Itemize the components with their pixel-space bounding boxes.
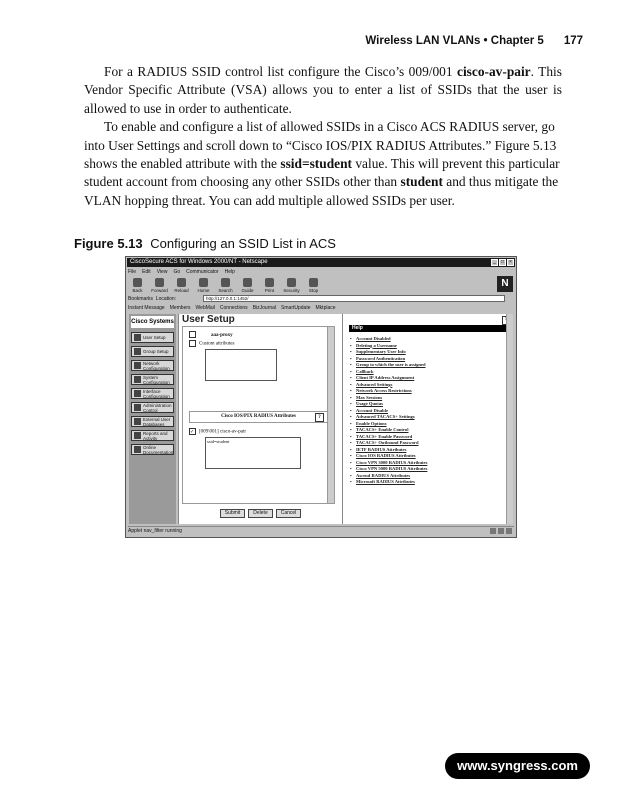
help-scrollbar[interactable] <box>506 314 513 524</box>
guide-icon <box>243 278 252 287</box>
submit-button[interactable]: Submit <box>220 509 246 518</box>
print-label: Print <box>264 288 275 293</box>
reload-icon <box>177 278 186 287</box>
p1-cont: This Vendor Specific Attribute (VSA) allows you to enter a list of SSIDs that the user is allowed to use in order to authenticate. <box>84 64 562 116</box>
stop-button[interactable] <box>304 277 323 294</box>
nav-system-configuration[interactable]: System Configuration <box>131 374 174 385</box>
acs-left-nav <box>129 314 176 524</box>
form-buttons <box>179 509 342 518</box>
p2-c: and thus mitigate the VLAN hopping threat. You can add multiple allowed SSIDs per user. <box>84 174 559 208</box>
browser-toolbar <box>128 277 323 294</box>
maximize-button[interactable]: □ <box>500 259 505 265</box>
back-icon <box>133 278 142 287</box>
p2-b: value. This will prevent this particular student account from choosing any other SSIDs other than <box>84 156 560 190</box>
bm-webmail[interactable]: WebMail <box>195 305 215 311</box>
forward-label: Forward <box>151 288 168 293</box>
aaa-proxy-label: aaa-proxy <box>211 332 233 338</box>
cisco-logo: Cisco Systems <box>131 316 174 328</box>
lock-icon <box>287 278 296 287</box>
custom-attributes-row <box>189 340 234 347</box>
help-link[interactable]: • Cisco VPN 3000 RADIUS Attributes <box>350 460 505 467</box>
p1-bold: cisco-av-pair <box>457 64 531 79</box>
help-link[interactable]: • Client IP Address Assignment <box>350 375 505 382</box>
delete-button[interactable]: Delete <box>248 509 272 518</box>
help-link[interactable]: • Enable Options <box>350 421 505 428</box>
search-icon <box>221 278 230 287</box>
help-link[interactable]: • Usage Quotas <box>350 401 505 408</box>
bookmarks-label[interactable]: Bookmarks <box>128 296 154 302</box>
bm-instant-message[interactable]: Instant Message <box>128 305 165 311</box>
footer-url: www.syngress.com <box>445 753 590 779</box>
menu-file[interactable]: File <box>128 269 137 275</box>
help-button[interactable]: ? <box>315 413 324 422</box>
minimize-button[interactable]: _ <box>491 259 498 266</box>
security-button[interactable] <box>282 277 301 294</box>
help-link[interactable]: • Microsoft RADIUS Attributes <box>350 479 505 486</box>
paragraph-1 <box>84 63 562 118</box>
user-setup-panel <box>178 314 342 524</box>
admin-icon <box>134 404 141 411</box>
window-controls <box>491 259 514 266</box>
help-link[interactable]: • Deleting a Username <box>350 343 505 350</box>
nav-administration-control[interactable]: Administration Control <box>131 402 174 413</box>
bm-members[interactable]: Members <box>169 305 191 311</box>
menu-help[interactable]: Help <box>224 269 235 275</box>
help-link[interactable]: • Advanced TACACS+ Settings <box>350 414 505 421</box>
nav-user-setup[interactable]: User Setup <box>131 332 174 343</box>
help-link[interactable]: • Cisco VPN 5000 RADIUS Attributes <box>350 466 505 473</box>
location-bar <box>128 295 513 303</box>
help-link[interactable]: • TACACS+ Enable Password <box>350 434 505 441</box>
menu-bar <box>128 268 235 276</box>
p2-a: To enable and configure a list of allowed SSIDs in a Cisco ACS RADIUS server, go into User Settings and scroll down to “Cisco IOS/PIX RADIUS Attributes.” Figure 5.13 shows the enabled attribute with the <box>84 119 557 172</box>
nav-reports-activity[interactable]: Reports and Activity <box>131 430 174 441</box>
aaa-proxy-checkbox[interactable] <box>189 331 196 338</box>
help-link[interactable]: • TACACS+ Enable Control <box>350 427 505 434</box>
figure-label: Figure 5.13 <box>74 236 143 251</box>
print-icon <box>265 278 274 287</box>
guide-button[interactable] <box>238 277 257 294</box>
help-link[interactable]: • TACACS+ Outbound Password <box>350 440 505 447</box>
p2-student: student <box>400 174 443 190</box>
back-button[interactable] <box>128 277 147 294</box>
print-button[interactable] <box>260 277 279 294</box>
help-link[interactable]: • Account Disabled <box>350 336 505 343</box>
search-label: Search <box>218 288 233 293</box>
menu-view[interactable]: View <box>156 269 168 275</box>
av-pair-checkbox[interactable]: ✓ <box>190 430 195 435</box>
bm-mktplace[interactable]: Mktplace <box>315 305 336 311</box>
network-status-icon <box>498 528 504 534</box>
mail-status-icon <box>506 528 512 534</box>
bm-connections[interactable]: Connections <box>219 305 248 311</box>
close-button[interactable]: × <box>507 259 514 266</box>
home-button[interactable] <box>194 277 213 294</box>
menu-edit[interactable]: Edit <box>142 269 151 275</box>
av-pair-textarea[interactable]: ssid=student <box>205 437 301 469</box>
nav-network-configuration[interactable]: Network Configuration <box>131 360 174 371</box>
user-icon <box>134 334 141 341</box>
help-link[interactable]: • Password Authentication <box>350 356 505 363</box>
reports-icon <box>134 432 141 439</box>
search-button[interactable] <box>216 277 235 294</box>
custom-attributes-label: Custom attributes <box>199 341 235 347</box>
setup-scrollbar[interactable] <box>327 327 334 503</box>
av-pair-label: [009\001] cisco-av-pair <box>199 429 247 435</box>
running-title: Wireless LAN VLANs • Chapter 5 <box>365 35 544 47</box>
help-link[interactable]: • Callback <box>350 369 505 376</box>
help-title: Help <box>349 325 507 332</box>
location-label: Location: <box>155 296 177 302</box>
interface-icon <box>134 390 141 397</box>
menu-communicator[interactable]: Communicator <box>186 269 219 275</box>
custom-attributes-textarea[interactable] <box>205 349 277 381</box>
paragraph-2 <box>84 118 562 210</box>
window-title: CiscoSecure ACS for Windows 2000/NT - Netscape <box>130 259 268 265</box>
back-label: Back <box>132 288 143 293</box>
window-titlebar <box>127 258 515 267</box>
aaa-proxy-row <box>189 331 233 338</box>
nav-interface-configuration[interactable]: Interface Configuration <box>131 388 174 399</box>
running-head <box>365 35 583 47</box>
help-link[interactable]: • Max Sessions <box>350 395 505 402</box>
stop-icon <box>309 278 318 287</box>
setup-form <box>182 326 335 504</box>
help-link[interactable]: • Supplementary User Info <box>350 349 505 356</box>
status-bar <box>128 526 514 536</box>
help-link[interactable]: • Ascend RADIUS Attributes <box>350 473 505 480</box>
system-icon <box>134 376 141 383</box>
setup-title: User Setup <box>182 314 235 325</box>
docs-icon <box>134 446 141 453</box>
stop-label: Stop <box>308 288 319 293</box>
reload-label: Reload <box>174 288 189 293</box>
nav-external-user-databases[interactable]: External User Databases <box>131 416 174 427</box>
help-link[interactable]: • Advanced Settings <box>350 382 505 389</box>
network-icon <box>134 362 141 369</box>
guide-label: Guide <box>241 288 254 293</box>
custom-attributes-checkbox[interactable] <box>189 340 196 347</box>
av-pair-row <box>189 428 246 435</box>
help-link[interactable]: • Cisco IOS RADIUS Attributes <box>350 453 505 460</box>
nav-group-setup[interactable]: Group Setup <box>131 346 174 357</box>
radius-attributes-title: Cisco IOS/PIX RADIUS Attributes <box>221 414 296 419</box>
nav-online-documentation[interactable]: Online Documentation <box>131 444 174 455</box>
figure-title: Configuring an SSID List in ACS <box>150 236 336 251</box>
security-status-icon <box>490 528 496 534</box>
security-label: Security <box>283 288 300 293</box>
page-number: 177 <box>563 35 583 47</box>
p1-end: . <box>530 64 534 79</box>
screenshot-window <box>125 256 517 538</box>
status-icons <box>490 528 512 534</box>
group-icon <box>134 348 141 355</box>
p2-ssid: ssid=student <box>280 156 352 172</box>
home-icon <box>199 278 208 287</box>
location-input[interactable]: http://127.0.0.1:1452/ <box>203 295 505 302</box>
forward-icon <box>155 278 164 287</box>
help-link[interactable]: • Group to which the user is assigned <box>350 362 505 369</box>
bm-smartupdate[interactable]: SmartUpdate <box>281 305 311 311</box>
home-label: Home <box>197 288 210 293</box>
database-icon <box>134 418 141 425</box>
forward-button[interactable] <box>150 277 169 294</box>
help-list <box>350 336 505 486</box>
help-link[interactable]: • IETF RADIUS Attributes <box>350 447 505 454</box>
bm-bizjournal[interactable]: BizJournal <box>252 305 277 311</box>
help-link[interactable]: • Network Access Restrictions <box>350 388 505 395</box>
personal-toolbar <box>128 304 513 312</box>
p1-text: For a RADIUS SSID control list configure the Cisco’s 009/001 <box>104 64 457 79</box>
body-text <box>84 63 562 210</box>
status-text: Applet nav_filter running <box>128 528 182 534</box>
menu-go[interactable]: Go <box>173 269 181 275</box>
help-link[interactable]: • Account Disable <box>350 408 505 415</box>
help-panel <box>342 314 513 524</box>
radius-attributes-header <box>189 411 328 423</box>
reload-button[interactable] <box>172 277 191 294</box>
cancel-button[interactable]: Cancel <box>276 509 302 518</box>
netscape-logo-icon: N <box>497 276 513 292</box>
figure-caption <box>74 236 336 251</box>
